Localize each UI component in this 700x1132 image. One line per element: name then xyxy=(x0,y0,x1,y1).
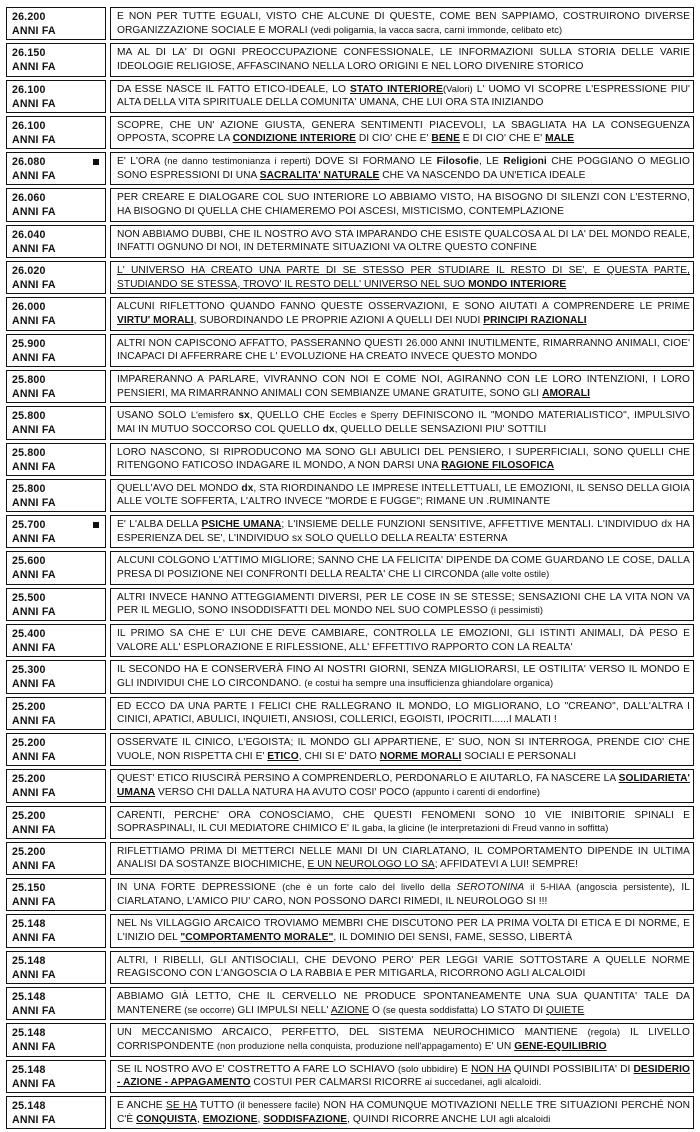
timeline-row xyxy=(6,733,694,766)
date-cell xyxy=(6,443,106,476)
text-segment: E UN NEUROLOGO LO SA xyxy=(307,859,435,871)
text-segment: IMPARERANNO A PARLARE, VIVRANNO CON NOI E COME NOI, AGIRANNO CON LE LORO INTENZIONI, I LORO PENSIERI, MA RIMARRANNO ANIMALI CON SEMBIANZE UMANE GRATUITE, SONO GLI xyxy=(117,373,690,399)
text-segment: MA AL DI LA' DI OGNI PREOCCUPAZIONE CONFESSIONALE, LE INFORMAZIONI SULLA STORIA DELLE VARIE IDEOLOGIE RELIGIOSE, AFFASCINANO NELLA LORO ORIGINI E NEL LORO DIVENIRE STORICO xyxy=(117,47,690,72)
text-segment: L' UNIVERSO HA CREATO UNA PARTE DI SE STESSO PER STUDIARE IL RESTO DI SE', E QUESTA PARTE, STUDIANDO SE STESSA, TROVO' IL RESTO DELL' UNIVERSO NEL SUO xyxy=(117,265,690,290)
text-segment: ; AFFIDATEVI A LUI! SEMPRE! xyxy=(434,859,579,871)
text-segment: (i pessimisti) xyxy=(490,605,544,616)
year-value: 25.800 xyxy=(12,373,46,386)
anni-fa-label: ANNI FA xyxy=(12,642,56,655)
year-value: 26.060 xyxy=(12,192,46,205)
anni-fa-label: ANNI FA xyxy=(12,387,56,400)
timeline-row xyxy=(6,225,694,258)
timeline-row xyxy=(6,334,694,367)
text-segment: NON HA COMUNQUE MOTIVAZIONI NELLE TRE SITUAZIONI PERCHÉ NON C'È xyxy=(117,1099,690,1125)
description-cell xyxy=(110,443,694,476)
anni-fa-label: ANNI FA xyxy=(12,242,56,255)
text-segment: VERSO CHI DALLA NATURA HA AVUTO COSI' POCO xyxy=(155,786,413,798)
year-value: 25.300 xyxy=(12,664,46,677)
text-segment: SODDISFAZIONE xyxy=(263,1113,348,1125)
timeline-row xyxy=(6,697,694,730)
description-cell xyxy=(110,1096,694,1129)
text-segment: , LE xyxy=(478,156,504,168)
text-segment: , QUELLO DELLE SENSAZIONI PIU' SOTTILI xyxy=(334,423,547,435)
text-segment: SACRALITA' NATURALE xyxy=(259,169,380,181)
text-segment: DOVE SI FORMANO LE xyxy=(310,156,437,168)
date-cell xyxy=(6,878,106,911)
text-segment: Religioni xyxy=(503,156,547,168)
text-segment: GLI IMPULSI NELL' xyxy=(234,1004,331,1016)
anni-fa-label: ANNI FA xyxy=(12,496,56,509)
date-cell xyxy=(6,551,106,584)
date-cell xyxy=(6,261,106,294)
timeline-row xyxy=(6,152,694,185)
text-segment: (alle volte ostile) xyxy=(481,569,550,580)
year-value: 25.148 xyxy=(12,954,46,967)
text-segment: dx xyxy=(322,423,335,435)
text-segment: L'emisfero xyxy=(190,410,234,421)
text-segment: DA ESSE NASCE IL FATTO ETICO-IDEALE, LO xyxy=(117,83,350,95)
year-value: 26.100 xyxy=(12,83,46,96)
text-segment: ABBIAMO GIÀ LETTO, CHE IL CERVELLO NE PRODUCE SPONTANEAMENTE UNA SUA QUANTITA' TALE DA MANTENERE xyxy=(117,991,690,1016)
timeline-row xyxy=(6,951,694,984)
date-cell xyxy=(6,297,106,330)
timeline-row xyxy=(6,878,694,911)
text-segment: QUINDI POSSIBILITA' DI xyxy=(510,1063,634,1075)
year-value: 26.150 xyxy=(12,47,46,60)
text-segment: E NON PER TUTTE EGUALI, VISTO CHE ALCUNE DI QUESTE, COME BEN SAPPIAMO, COSTRUIRONO DIVERSE ORGANIZZAZIONE SOCIALE E MORALI xyxy=(117,11,690,36)
anni-fa-label: ANNI FA xyxy=(12,859,56,872)
square-bullet-icon xyxy=(93,522,99,528)
timeline-row xyxy=(6,1096,694,1129)
timeline-table xyxy=(6,7,694,1132)
text-segment: (regola) xyxy=(587,1027,621,1038)
text-segment: ETICO xyxy=(267,750,299,762)
year-value: 25.148 xyxy=(12,1027,46,1040)
text-segment: OSSERVATE IL CINICO, L'EGOISTA; IL MONDO GLI APPARTIENE, E' SUO, NON SI INTERROGA, PRENDE CIO' CHE VUOLE, NON RISPETTA CHI E' xyxy=(117,736,690,762)
year-value: 25.900 xyxy=(12,337,46,350)
text-segment: DI CIO' CHE E' xyxy=(355,133,432,145)
anni-fa-label: ANNI FA xyxy=(12,605,56,618)
text-segment: AZIONE xyxy=(330,1004,370,1016)
text-segment: CHE POGGIANO O MEGLIO SONO ESPRESSIONI DI UNA xyxy=(117,156,690,181)
description-cell xyxy=(110,152,694,185)
description-cell xyxy=(110,297,694,330)
text-segment: il 5-HIAA (angoscia persistente) xyxy=(524,882,673,893)
text-segment: PRINCIPI RAZIONALI xyxy=(483,314,587,326)
anni-fa-label: ANNI FA xyxy=(12,569,56,582)
text-segment: O xyxy=(369,1004,383,1016)
date-cell xyxy=(6,7,106,40)
year-value: 25.200 xyxy=(12,700,46,713)
description-cell xyxy=(110,878,694,911)
year-value: 25.700 xyxy=(12,519,46,532)
text-segment: SOLIDARIETA' UMANA xyxy=(117,773,690,798)
text-segment: ALTRI INVECE HANNO ATTEGGIAMENTI DIVERSI, PER LE COSE IN SE STESSE; SENSAZIONI CHE LA VITA NON VA PER IL MEGLIO, SONO INSODDISFATTI DEL MONDO NEL SUO COMPLESSO xyxy=(117,591,690,617)
text-segment: (se occorre) xyxy=(184,1004,235,1015)
text-segment: CHE VA NASCENDO DA UN'ETICA IDEALE xyxy=(379,169,586,181)
anni-fa-label: ANNI FA xyxy=(12,787,56,800)
text-segment: SE HA xyxy=(165,1099,197,1111)
timeline-row xyxy=(6,660,694,693)
date-cell xyxy=(6,987,106,1020)
description-cell xyxy=(110,769,694,802)
text-segment: DEFINISCONO IL "MONDO MATERIALISTICO", IMPULSIVO MAI IN MUTUO SOCCORSO COL QUELLO xyxy=(117,410,690,435)
description-cell xyxy=(110,479,694,512)
anni-fa-label: ANNI FA xyxy=(12,460,56,473)
year-value: 26.020 xyxy=(12,265,46,278)
anni-fa-label: ANNI FA xyxy=(12,315,56,328)
text-segment: LORO NASCONO, SI RIPRODUCONO MA SONO GLI ABULICI DEL PENSIERO, I SUPERFICIALI, SONO QUELLI CHE RITENGONO FATICOSO INDAGARE IL MONDO, A NON DARSI UNA xyxy=(117,446,690,472)
year-value: 25.150 xyxy=(12,882,46,895)
timeline-row xyxy=(6,1060,694,1093)
timeline-row xyxy=(6,261,694,294)
anni-fa-label: ANNI FA xyxy=(12,823,56,836)
text-segment: (Valori) xyxy=(443,83,473,94)
year-value: 25.600 xyxy=(12,555,46,568)
description-cell xyxy=(110,7,694,40)
anni-fa-label: ANNI FA xyxy=(12,678,56,691)
timeline-row xyxy=(6,370,694,403)
text-segment: GENE-EQUILIBRIO xyxy=(514,1040,607,1052)
text-segment: (solo ubbidire) xyxy=(398,1063,458,1074)
date-cell xyxy=(6,588,106,621)
year-value: 26.040 xyxy=(12,228,46,241)
timeline-row xyxy=(6,297,694,330)
description-cell xyxy=(110,697,694,730)
text-segment: NEL Ns VILLAGGIO ARCAICO TROVIAMO MEMBRI CHE DISCUTONO PER LA PRIMA VOLTA DI ETICA E DI NORME, E L'INIZIO DEL xyxy=(117,918,690,944)
description-cell xyxy=(110,370,694,403)
date-cell xyxy=(6,660,106,693)
date-cell xyxy=(6,842,106,875)
anni-fa-label: ANNI FA xyxy=(12,714,56,727)
date-cell xyxy=(6,1023,106,1056)
timeline-row xyxy=(6,406,694,439)
anni-fa-label: ANNI FA xyxy=(12,206,56,219)
text-segment: ai succedanei, agli alcaloidi. xyxy=(424,1077,542,1088)
text-segment: QUELL'AVO DEL MONDO xyxy=(117,482,242,494)
text-segment: AMORALI xyxy=(542,387,590,399)
year-value: 25.500 xyxy=(12,591,46,604)
text-segment: , xyxy=(196,1113,203,1125)
text-segment: (se questa soddisfatta) xyxy=(382,1004,479,1015)
description-cell xyxy=(110,261,694,294)
anni-fa-label: ANNI FA xyxy=(12,279,56,292)
text-segment: IL gaba, la glicine (le interpretazioni di Freud vanno in soffitta) xyxy=(351,823,609,834)
date-cell xyxy=(6,116,106,149)
text-segment: Eccles e Sperry xyxy=(329,410,399,421)
text-segment: EMOZIONE xyxy=(202,1113,258,1125)
text-segment: E' L'ALBA DELLA xyxy=(117,519,202,531)
anni-fa-label: ANNI FA xyxy=(12,1041,56,1054)
date-cell xyxy=(6,697,106,730)
year-value: 25.400 xyxy=(12,628,46,641)
description-cell xyxy=(110,515,694,548)
year-value: 25.200 xyxy=(12,773,46,786)
text-segment: L' UOMO VI SCOPRE L'ESPRESSIONE PIU' ALTA DELLA VITA SPIRITUALE DELLA COMUNITA' UMANA, CHE LUI ORA STA INIZIANDO xyxy=(117,83,691,109)
text-segment: PER CREARE E DIALOGARE COL SUO INTERIORE LO ABBIAMO VISTO, HA BISOGNO DI SILENZI CON L'ESTERNO, HA BISOGNO DI QUELLA CHE CHIAMEREMO POI ASCESI, MISTICISMO, CONTEMPLAZIONE xyxy=(117,192,690,218)
date-cell xyxy=(6,914,106,947)
description-cell xyxy=(110,660,694,693)
text-segment: QUEST' ETICO RIUSCIRÀ PERSINO A COMPRENDERLO, PERDONARLO E AIUTARLO, FA NASCERE LA xyxy=(117,773,619,785)
text-segment: "COMPORTAMENTO MORALE" xyxy=(180,932,334,944)
anni-fa-label: ANNI FA xyxy=(12,61,56,74)
year-value: 26.200 xyxy=(12,11,46,23)
timeline-row xyxy=(6,624,694,657)
description-cell xyxy=(110,80,694,113)
text-segment: , QUELLO CHE xyxy=(249,410,330,422)
anni-fa-label: ANNI FA xyxy=(12,1113,56,1126)
date-cell xyxy=(6,769,106,802)
year-value: 25.800 xyxy=(12,482,46,495)
anni-fa-label: ANNI FA xyxy=(12,1077,56,1090)
text-segment: (appunto i carenti di endorfine) xyxy=(412,786,541,797)
text-segment: ALTRI NON CAPISCONO AFFATTO, PASSERANNO QUESTI 26.000 ANNI INUTILMENTE, RIMARRANNO ANIMALI, CIOE' INCAPACI DI AFFERRARE CHE L' EVOLUZIONE HA CREATO INVECE QUESTO MONDO xyxy=(117,337,690,363)
text-segment: , xyxy=(257,1113,264,1125)
anni-fa-label: ANNI FA xyxy=(12,133,56,146)
timeline-row xyxy=(6,188,694,221)
text-segment: RAGIONE FILOSOFICA xyxy=(441,460,555,472)
text-segment: dx xyxy=(241,482,254,494)
text-segment: (non produzione xyxy=(216,1040,285,1051)
description-cell xyxy=(110,806,694,839)
text-segment: , IL CIARLATANO, L'AMICO PIU' CARO, NON POSSONO DARCI RIMEDI, IL NEUROLOGO SI !!! xyxy=(117,882,691,907)
anni-fa-label: ANNI FA xyxy=(12,424,56,437)
text-segment: SOCIALI E PERSONALI xyxy=(461,750,577,762)
text-segment: (ne danno testimonianza i reperti) xyxy=(164,156,311,167)
text-segment: QUIETE xyxy=(546,1004,585,1016)
text-segment: E DI CIO' CHE E' xyxy=(459,133,546,145)
anni-fa-label: ANNI FA xyxy=(12,170,56,183)
year-value: 25.200 xyxy=(12,845,46,858)
anni-fa-label: ANNI FA xyxy=(12,97,56,110)
date-cell xyxy=(6,515,106,548)
square-bullet-icon xyxy=(93,159,99,165)
timeline-row xyxy=(6,914,694,947)
date-cell xyxy=(6,624,106,657)
text-segment: E xyxy=(457,1063,472,1075)
text-segment: E' L'ORA xyxy=(117,156,165,168)
text-segment: nella conquista, produzione nell'appagamento) xyxy=(287,1040,482,1051)
date-cell xyxy=(6,733,106,766)
description-cell xyxy=(110,1060,694,1093)
timeline-row xyxy=(6,806,694,839)
date-cell xyxy=(6,1096,106,1129)
timeline-row xyxy=(6,116,694,149)
date-cell xyxy=(6,1060,106,1093)
text-segment: PSICHE UMANA xyxy=(201,519,282,531)
text-segment: , IL DOMINIO DEI SENSI, FAME, SESSO, LIBERTÀ xyxy=(333,932,573,944)
timeline-row xyxy=(6,43,694,76)
text-segment: DESIDERIO - AZIONE - APPAGAMENTO xyxy=(117,1063,691,1089)
text-segment: NON HA xyxy=(471,1063,511,1075)
year-value: 25.148 xyxy=(12,1063,46,1076)
date-cell xyxy=(6,406,106,439)
year-value: 25.200 xyxy=(12,736,46,749)
description-cell xyxy=(110,951,694,984)
text-segment: IL PRIMO SA CHE E' LUI CHE DEVE CAMBIARE, CONTROLLA LE EMOZIONI, GLI ISTINTI ANIMALI, DÀ PESO E VALORE ALL' ESPLORAZIONE E RIFLESSIONE, ALL' EFFETTIVO RAPPORTO CON LA REALTA' xyxy=(117,628,690,653)
anni-fa-label: ANNI FA xyxy=(12,896,56,909)
text-segment: UN MECCANISMO ARCAICO, PERFETTO, DEL SISTEMA NEUROCHIMICO MANTIENE xyxy=(117,1027,588,1039)
text-segment: MALE xyxy=(545,133,575,145)
text-segment: IL LIVELLO CORRISPONDENTE xyxy=(117,1027,690,1052)
text-segment: VIRTU' MORALI xyxy=(117,314,194,326)
text-segment: COSTUI PER CALMARSI RICORRE xyxy=(250,1077,425,1089)
timeline-row xyxy=(6,1023,694,1056)
text-segment: MONDO INTERIORE xyxy=(468,278,567,290)
description-cell xyxy=(110,914,694,947)
text-segment: E ANCHE xyxy=(117,1099,166,1111)
description-cell xyxy=(110,987,694,1020)
text-segment: NON ABBIAMO DUBBI, CHE IL NOSTRO AVO STA IMPARANDO CHE ESISTE QUALCOSA AL DI LA' DEL MONDO REALE, INFATTI OGNUNO DI NOI, IN DETERMINATE SITUAZIONI VA OLTRE QUESTO CONFINE xyxy=(117,228,690,254)
date-cell xyxy=(6,951,106,984)
date-cell xyxy=(6,479,106,512)
text-segment: CONDIZIONE INTERIORE xyxy=(232,133,356,145)
text-segment: SCOPRE, CHE UN' AZIONE GIUSTA, GENERA SENTIMENTI PIACEVOLI, LA SBAGLIATA HA LA CONSEGUENZA OPPOSTA, SCOPRE LA xyxy=(117,119,690,145)
text-segment: STATO INTERIORE xyxy=(349,83,444,95)
text-segment: agli alcaloidi xyxy=(499,1113,551,1124)
text-segment: SEROTONINA xyxy=(456,882,525,894)
text-segment: ED ECCO DA UNA PARTE I FELICI CHE RALLEGRANO IL MONDO, LO MIGLIORANO, LO "CREANO", DALL'ALTRA I CINICI, APATICI, ABULICI, INQUIETI, ANSIOSI, COLLERICI, EGOISTI, IPOCRITI......I MALATI ! xyxy=(117,700,690,726)
anni-fa-label: ANNI FA xyxy=(12,351,56,364)
timeline-row xyxy=(6,769,694,802)
text-segment: E' UN xyxy=(481,1040,515,1052)
text-segment: , QUINDI RICORRE ANCHE LUI xyxy=(347,1113,500,1125)
year-value: 26.000 xyxy=(12,301,46,314)
timeline-row xyxy=(6,551,694,584)
text-segment: ; L'INSIEME DELLE FUNZIONI SENSITIVE, AFFETTIVE MENTALI. L'INDIVIDUO dx HA ESPERIENZA DEL SE', L'INDIVIDUO sx SOLO QUELLO DELLA REALTA' ESTERNA xyxy=(117,519,690,544)
text-segment: ALTRI, I RIBELLI, GLI ANTISOCIALI, CHE DEVONO PERO' PER LEGGI VARIE SOTTOSTARE A QUELLE NORME REAGISCONO CON L'ANGOSCIA O LA RABBIA E PER MITIGARLA, RICORRONO AGLI ALCALOIDI xyxy=(117,954,690,980)
description-cell xyxy=(110,188,694,221)
year-value: 26.100 xyxy=(12,119,46,132)
date-cell xyxy=(6,370,106,403)
timeline-row xyxy=(6,443,694,476)
text-segment: BENE xyxy=(431,133,460,145)
text-segment: (vedi poligamia, la vacca sacra, carni immonde, celibato etc) xyxy=(310,24,563,35)
text-segment: CONQUISTA xyxy=(136,1113,197,1125)
description-cell xyxy=(110,551,694,584)
text-segment: Filosofie xyxy=(436,156,479,168)
text-segment: , SUBORDINANDO LE PROPRIE AZIONI A QUELLI DEI NUDI xyxy=(193,314,484,326)
text-segment: TUTTO xyxy=(196,1099,238,1111)
date-cell xyxy=(6,43,106,76)
timeline-row xyxy=(6,80,694,113)
anni-fa-label: ANNI FA xyxy=(12,1005,56,1018)
description-cell xyxy=(110,406,694,439)
description-cell xyxy=(110,624,694,657)
text-segment: ALCUNI COLGONO L'ATTIMO MIGLIORE; SANNO CHE LA FELICITA' DIPENDE DA COME GUARDANO LE COSE, DALLA PRESA DI POSIZIONE NEI CONFRONTI DELLA REALTA' CHE LI CIRCONDA xyxy=(117,555,690,581)
text-segment: ALCUNI RIFLETTONO QUANDO FANNO QUESTE OSSERVAZIONI, E SONO AIUTATI A COMPRENDERE LE PRIME xyxy=(117,301,690,313)
anni-fa-label: ANNI FA xyxy=(12,932,56,945)
date-cell xyxy=(6,806,106,839)
date-cell xyxy=(6,80,106,113)
text-segment: NORME MORALI xyxy=(379,750,462,762)
text-segment: (il benessere facile) xyxy=(237,1099,321,1110)
description-cell xyxy=(110,1023,694,1056)
description-cell xyxy=(110,334,694,367)
text-segment: (che è un forte calo del livello della xyxy=(282,882,457,893)
year-value: 25.800 xyxy=(12,446,46,459)
date-cell xyxy=(6,225,106,258)
timeline-row xyxy=(6,515,694,548)
text-segment: SE IL NOSTRO AVO E' COSTRETTO A FARE LO SCHIAVO xyxy=(117,1063,399,1075)
date-cell xyxy=(6,334,106,367)
timeline-row xyxy=(6,842,694,875)
description-cell xyxy=(110,842,694,875)
timeline-row xyxy=(6,479,694,512)
year-value: 26.080 xyxy=(12,156,46,169)
text-segment: USANO SOLO xyxy=(117,410,191,422)
text-segment: IL SECONDO HA E CONSERVERÀ FINO AI NOSTRI GIORNI, SENZA MIGLIORARSI, LE OSTILITA' VERSO IL MONDO E GLI INDIVIDUI CHE LO CIRCONDANO. xyxy=(117,664,690,689)
timeline-row xyxy=(6,7,694,40)
date-cell xyxy=(6,188,106,221)
description-cell xyxy=(110,225,694,258)
anni-fa-label: ANNI FA xyxy=(12,533,56,546)
timeline-row xyxy=(6,588,694,621)
year-value: 25.148 xyxy=(12,918,46,931)
description-cell xyxy=(110,733,694,766)
timeline-row xyxy=(6,987,694,1020)
anni-fa-label: ANNI FA xyxy=(12,25,56,37)
year-value: 25.148 xyxy=(12,1099,46,1112)
year-value: 25.148 xyxy=(12,991,46,1004)
text-segment: (e costui ha sempre una insufficienza ghiandolare organica) xyxy=(304,677,554,688)
text-segment: , STA RIORDINANDO LE IMPRESE INTELLETTUALI, LE EMOZIONI, IL SENSO DELLA GIOIA ALLE VOLTE SOFFERTA, L'ALTRO INVECE "MORDE E FUGGE"; RIMANE UN .RUMINANTE xyxy=(117,482,690,508)
text-segment: RIFLETTIAMO PRIMA DI METTERCI NELLE MANI DI UN CIARLATANO, IL COMPORTAMENTO DIPENDE IN ULTIMA ANALISI DA SOSTANZE BIOCHIMICHE, xyxy=(117,845,690,871)
description-cell xyxy=(110,116,694,149)
description-cell xyxy=(110,588,694,621)
anni-fa-label: ANNI FA xyxy=(12,968,56,981)
text-segment: sx xyxy=(238,410,250,422)
date-cell xyxy=(6,152,106,185)
text-segment: IN UNA FORTE DEPRESSIONE xyxy=(117,882,283,894)
description-cell xyxy=(110,43,694,76)
anni-fa-label: ANNI FA xyxy=(12,750,56,763)
text-segment: , CHI SI E' DATO xyxy=(298,750,380,762)
year-value: 25.800 xyxy=(12,410,46,423)
text-segment: LO STATO DI xyxy=(478,1004,547,1016)
year-value: 25.200 xyxy=(12,809,46,822)
text-segment: CARENTI, PERCHE' ORA CONOSCIAMO, CHE QUESTI FENOMENI SONO 10 VIE INIBITORIE SPINALI E SOPRASPINALI, IL CUI MEDIATORE CHIMICO E' xyxy=(117,809,690,835)
